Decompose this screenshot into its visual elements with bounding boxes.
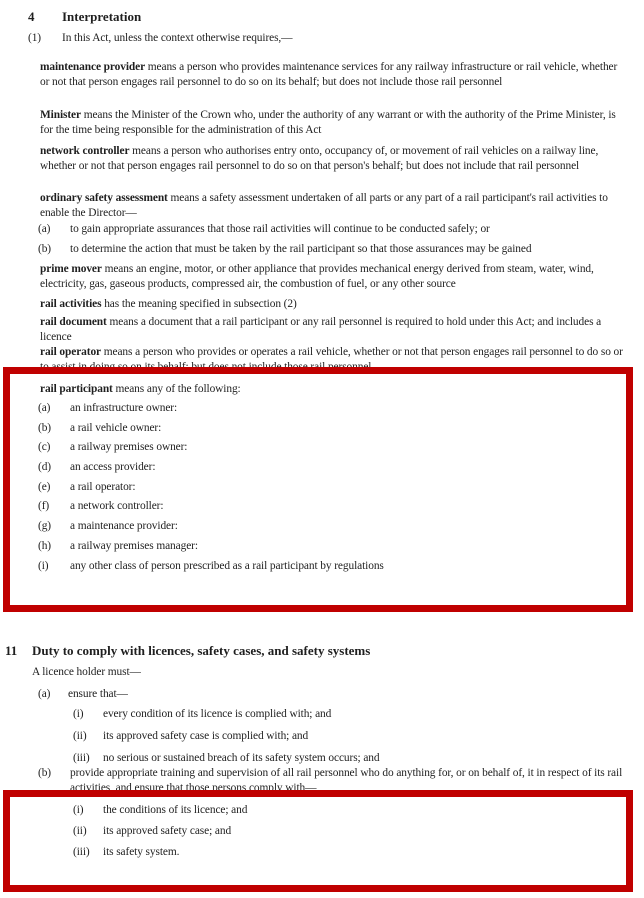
defined-term: rail operator xyxy=(40,346,102,358)
paragraph-text: its approved safety case; and xyxy=(103,825,232,837)
definition-maintenance-provider xyxy=(40,60,624,90)
defined-term: network controller xyxy=(40,145,130,157)
definition-prime-mover xyxy=(40,262,624,292)
definition-minister xyxy=(40,108,624,138)
paragraph-text: a railway premises owner: xyxy=(70,441,188,454)
section-11-number: 11 xyxy=(5,643,18,658)
paragraph-text: an access provider: xyxy=(70,461,156,474)
defined-term: rail document xyxy=(40,316,107,328)
paragraph-marker: (g) xyxy=(38,520,51,533)
paragraph-text: to determine the action that must be taken by the rail participant so that those assurances may be gained xyxy=(70,243,532,255)
paragraph-marker: (e) xyxy=(38,480,51,493)
section-4-title: Interpretation xyxy=(62,9,142,24)
section-11-title: Duty to comply with licences, safety cases, and safety systems xyxy=(32,643,371,658)
osa-paragraph-b xyxy=(38,242,624,257)
paragraph-marker: (i) xyxy=(73,804,84,816)
paragraph-text: a network controller: xyxy=(70,500,164,513)
paragraph-text: provide appropriate training and supervision of all rail personnel who do anything for, or on behalf of, it in respect of its rail activities, and ensure that those persons comply with— xyxy=(70,767,623,794)
paragraph-text: an infrastructure owner: xyxy=(70,402,178,414)
paragraph-marker: (c) xyxy=(38,441,51,454)
paragraph-marker: (ii) xyxy=(73,825,87,837)
paragraph-text: every condition of its licence is complied with; and xyxy=(103,708,332,720)
highlight-box-compliance xyxy=(3,790,633,892)
paragraph-text: the conditions of its licence; and xyxy=(103,804,248,816)
definition-ordinary-safety-assessment xyxy=(40,191,624,221)
paragraph-marker: (h) xyxy=(38,539,51,552)
definition-text: means a person who provides maintenance services for any railway infrastructure or rail vehicle, whether or not that person engages rail personnel to do so on its behalf; but does not include those rail personnel xyxy=(40,61,618,88)
defined-term: rail activities xyxy=(40,298,102,310)
paragraph-text: a rail operator: xyxy=(70,480,136,493)
paragraph-marker: (b) xyxy=(38,421,51,434)
defined-term: ordinary safety assessment xyxy=(40,192,168,204)
paragraph-marker: (a) xyxy=(38,402,51,414)
definition-text: has the meaning specified in subsection (2) xyxy=(101,298,297,310)
definition-text: means an engine, motor, or other appliance that provides mechanical energy derived from steam, water, wind, electricity, gas, gaseous products, compressed air, the combustion of fuel, or any other source xyxy=(40,263,594,290)
paragraph-marker: (f) xyxy=(38,500,50,513)
definition-text: means a person who authorises entry onto, occupancy of, or movement of rail vehicles on a railway line, whether or not that person engages rail personnel to do so on that person's behalf; but does not include that rail personnel xyxy=(40,145,599,172)
paragraph-text: a maintenance provider: xyxy=(70,520,178,533)
definition-text: means any of the following: xyxy=(112,383,241,395)
paragraph-marker: (b) xyxy=(38,767,51,779)
paragraph-marker: (iii) xyxy=(73,846,90,858)
definition-text: means a document that a rail participant or any rail personnel is required to hold under this Act; and includes a licence xyxy=(40,316,602,343)
defined-term: Minister xyxy=(40,109,81,121)
section-4-number: 4 xyxy=(28,9,35,24)
paragraph-marker: (iii) xyxy=(73,752,90,764)
definition-text: means a safety assessment undertaken of all parts or any part of a rail participant's rail activities to enable the Director— xyxy=(40,192,608,219)
paragraph-marker: (ii) xyxy=(73,730,87,742)
paragraph-text: ensure that— xyxy=(68,688,128,700)
list-item xyxy=(73,751,613,766)
paragraph-text: a rail vehicle owner: xyxy=(70,421,162,434)
paragraph-marker: (a) xyxy=(38,688,51,700)
paragraph-marker: (d) xyxy=(38,461,51,474)
paragraph-marker: (i) xyxy=(73,708,84,720)
definition-rail-activities xyxy=(40,297,624,312)
list-item xyxy=(73,707,613,722)
paragraph-text: its approved safety case is complied with; and xyxy=(103,730,309,742)
defined-term: maintenance provider xyxy=(40,61,146,73)
section-11-intro: A licence holder must— xyxy=(32,666,141,678)
osa-paragraph-a xyxy=(38,222,624,237)
paragraph-marker: (b) xyxy=(38,243,51,255)
defined-term: rail participant xyxy=(40,383,113,395)
subsection-1-text: In this Act, unless the context otherwise requires,— xyxy=(62,32,293,44)
defined-term: prime mover xyxy=(40,263,102,275)
paragraph-marker: (a) xyxy=(38,223,51,235)
definition-rail-document xyxy=(40,315,624,345)
paragraph-text: to gain appropriate assurances that those rail activities will continue to be conducted safely; or xyxy=(70,223,490,235)
definition-network-controller xyxy=(40,144,624,174)
paragraph-text: no serious or sustained breach of its safety system occurs; and xyxy=(103,752,380,764)
definition-text: means the Minister of the Crown who, under the authority of any warrant or with the authority of the Prime Minister, is for the time being responsible for the administration of this Act xyxy=(40,109,616,136)
definition-text: means a person who provides or operates a rail vehicle, whether or not that person engages rail personnel to do so or to assist in doing so on its behalf; but does not include those rail personnel xyxy=(40,346,623,373)
licence-conditions-list xyxy=(73,707,613,773)
paragraph-text: any other class of person prescribed as a rail participant by regulations xyxy=(70,559,384,572)
paragraph-text: its safety system. xyxy=(103,846,180,858)
subsection-1-marker: (1) xyxy=(28,32,41,44)
list-item xyxy=(73,729,613,744)
paragraph-marker: (i) xyxy=(38,559,49,572)
paragraph-text: a railway premises manager: xyxy=(70,539,198,552)
highlight-box-rail-participant xyxy=(3,367,633,612)
